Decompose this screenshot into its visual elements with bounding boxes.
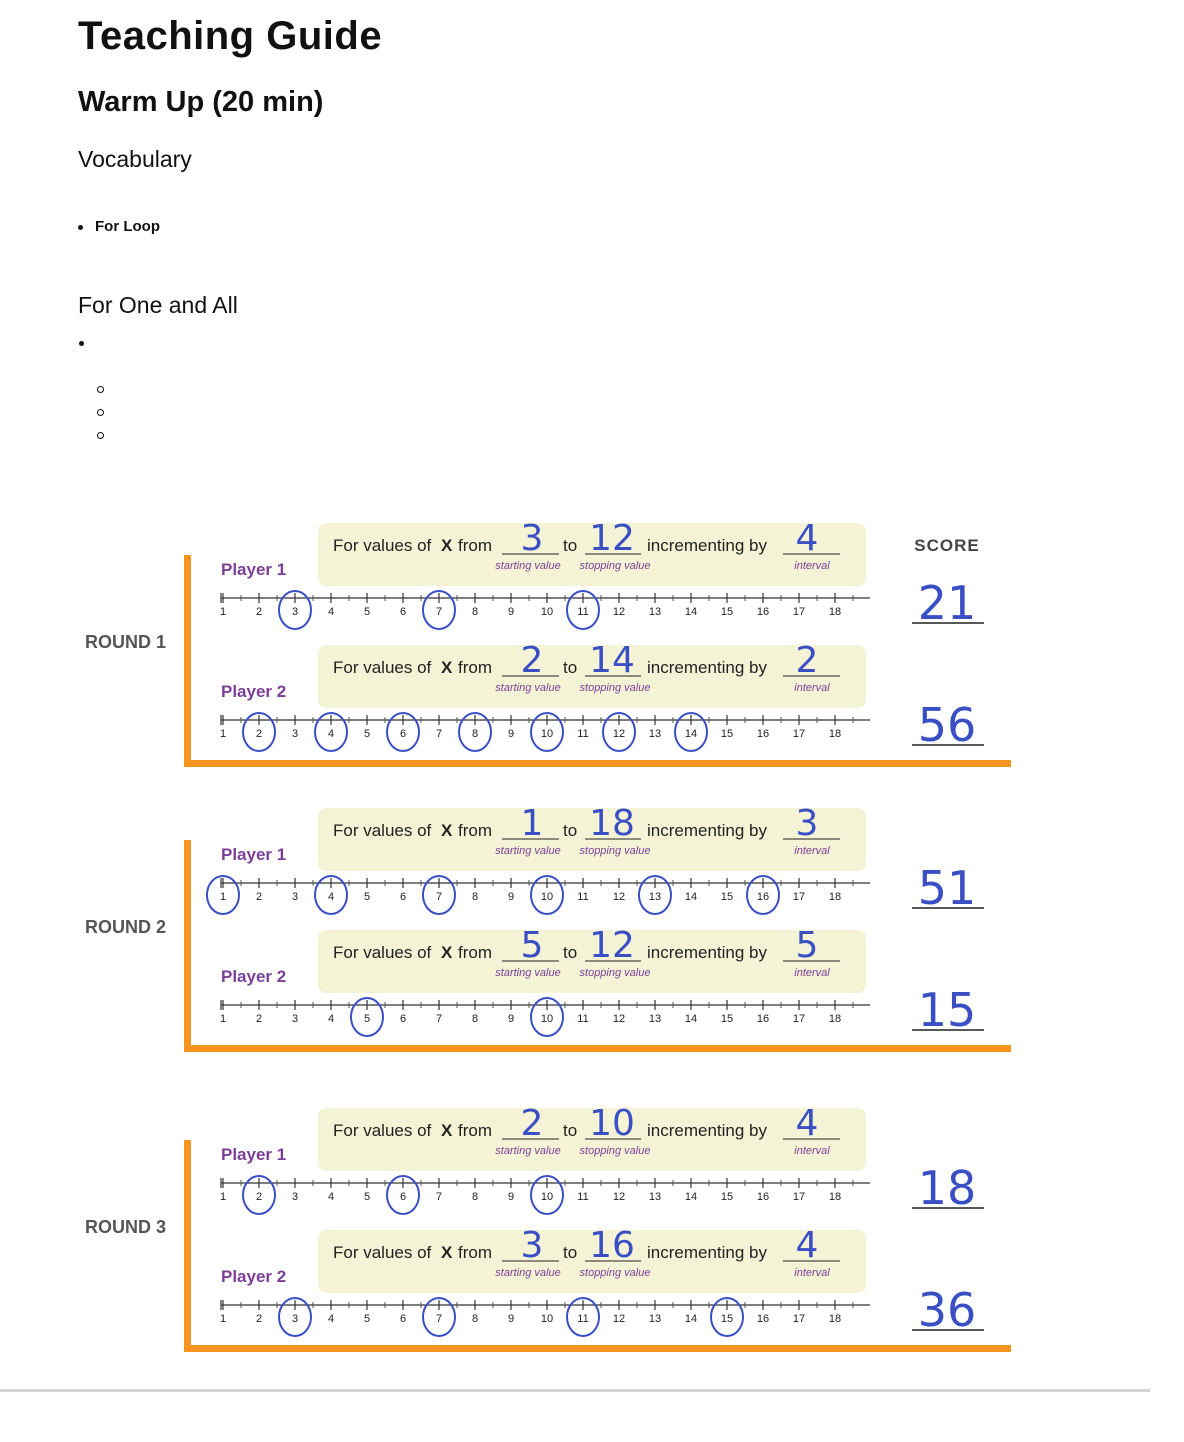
number-line-tick-label: 4: [327, 891, 335, 903]
sentence-from: from: [458, 658, 492, 677]
sentence-incrementing-by: incrementing by: [647, 536, 768, 555]
number-line-tick-label: 13: [648, 606, 662, 618]
number-line-tick-label: 17: [792, 728, 806, 740]
number-line-tick-label: 16: [756, 1013, 770, 1025]
number-line-tick-label: 2: [255, 1013, 263, 1025]
number-line-tick-label: 12: [612, 1013, 626, 1025]
number-line-tick-label: 4: [327, 1013, 335, 1025]
number-line-tick-label: 18: [828, 728, 842, 740]
player-label: Player 2: [221, 967, 287, 986]
number-line-tick-label: 3: [291, 606, 299, 618]
number-line-tick-label: 2: [255, 606, 263, 618]
number-line-tick-label: 7: [435, 606, 443, 618]
number-line-tick-label: 8: [471, 1191, 479, 1203]
number-line-tick-label: 1: [219, 606, 227, 618]
sentence-to: to: [563, 658, 578, 677]
handwritten-interval-value: 4: [795, 1103, 819, 1144]
vocabulary-item: For Loop: [95, 218, 160, 235]
round-bracket-baseline: [184, 1045, 1011, 1052]
number-line-tick-label: 18: [828, 1313, 842, 1325]
sentence-for-values-of: For values of: [333, 943, 432, 962]
number-line-tick-label: 9: [507, 606, 515, 618]
number-line-tick-label: 11: [577, 728, 589, 740]
handwritten-stop-value: 12: [589, 518, 635, 559]
number-line-tick-label: 3: [291, 891, 299, 903]
handwritten-stop-value: 12: [589, 925, 635, 966]
handwritten-start-value: 2: [520, 1103, 544, 1144]
number-line-tick-label: 3: [291, 1013, 299, 1025]
number-line-tick-label: 4: [327, 728, 335, 740]
number-line-tick-label: 2: [255, 1313, 263, 1325]
handwritten-stop-value: 14: [589, 640, 635, 681]
number-line-tick-label: 1: [219, 1013, 227, 1025]
sentence-to: to: [563, 943, 578, 962]
number-line-tick-label: 13: [648, 1313, 662, 1325]
number-line-tick-label: 5: [363, 1313, 371, 1325]
sentence-for-values-of: For values of: [333, 1121, 432, 1140]
number-line-tick-label: 11: [577, 891, 589, 903]
sentence-incrementing-by: incrementing by: [647, 1243, 768, 1262]
number-line-tick-label: 13: [648, 1191, 662, 1203]
number-line-tick-label: 17: [792, 1191, 806, 1203]
number-line-tick-label: 13: [648, 891, 662, 903]
bullet-icon: [79, 341, 84, 346]
number-line-tick-label: 17: [792, 891, 806, 903]
number-line-tick-label: 15: [720, 728, 734, 740]
caption-stopping-value: stopping value: [579, 967, 651, 979]
caption-stopping-value: stopping value: [579, 845, 651, 857]
player-label: Player 2: [221, 682, 287, 701]
number-line-tick-label: 10: [540, 1013, 554, 1025]
caption-starting-value: starting value: [495, 682, 561, 694]
number-line-tick-label: 17: [792, 1313, 806, 1325]
page-divider: [0, 1389, 1150, 1392]
number-line-tick-label: 16: [756, 891, 770, 903]
number-line-tick-label: 17: [792, 1013, 806, 1025]
number-line-tick-label: 16: [756, 1313, 770, 1325]
caption-stopping-value: stopping value: [579, 682, 651, 694]
number-line-tick-label: 6: [399, 1313, 407, 1325]
number-line-tick-label: 4: [327, 606, 335, 618]
number-line-tick-label: 15: [720, 1191, 734, 1203]
number-line-tick-label: 17: [792, 606, 806, 618]
number-line-tick-label: 15: [720, 1013, 734, 1025]
number-line-tick-label: 4: [327, 1313, 335, 1325]
sub-bullet-icon: [97, 432, 104, 439]
sentence-for-values-of: For values of: [333, 536, 432, 555]
for-loop-worksheet: [80, 515, 1030, 1365]
number-line-tick-label: 8: [471, 891, 479, 903]
score-label: SCORE: [914, 536, 980, 555]
number-line-tick-label: 1: [219, 1191, 227, 1203]
player-label: Player 1: [221, 560, 287, 579]
number-line-tick-label: 14: [684, 891, 698, 903]
number-line-tick-label: 9: [507, 891, 515, 903]
number-line-tick-label: 14: [684, 1191, 698, 1203]
number-line-tick-label: 11: [577, 1191, 589, 1203]
caption-interval: interval: [794, 1145, 830, 1157]
number-line-tick-label: 16: [756, 606, 770, 618]
number-line-tick-label: 18: [828, 1013, 842, 1025]
number-line-tick-label: 7: [435, 1013, 443, 1025]
number-line-tick-label: 16: [756, 728, 770, 740]
handwritten-interval-value: 5: [795, 925, 819, 966]
number-line-tick-label: 7: [435, 1191, 443, 1203]
round-bracket-vertical: [184, 1140, 191, 1352]
number-line-tick-label: 8: [471, 1013, 479, 1025]
caption-interval: interval: [794, 967, 830, 979]
caption-interval: interval: [794, 1267, 830, 1279]
number-line-tick-label: 10: [540, 1191, 554, 1203]
bullet-icon: [78, 225, 83, 230]
number-line-tick-label: 5: [363, 728, 371, 740]
sentence-for-values-of: For values of: [333, 658, 432, 677]
sentence-for-values-of: For values of: [333, 821, 432, 840]
number-line-tick-label: 1: [219, 891, 227, 903]
number-line-tick-label: 7: [435, 891, 443, 903]
caption-starting-value: starting value: [495, 1145, 561, 1157]
number-line-tick-label: 12: [612, 1191, 626, 1203]
round-label: ROUND 1: [85, 632, 167, 652]
number-line-tick-label: 14: [684, 606, 698, 618]
number-line-tick-label: 14: [684, 728, 698, 740]
sentence-x: X: [441, 1121, 453, 1140]
player-label: Player 1: [221, 1145, 287, 1164]
number-line-tick-label: 2: [255, 1191, 263, 1203]
number-line-tick-label: 4: [327, 1191, 335, 1203]
handwritten-stop-value: 16: [589, 1225, 635, 1266]
vocabulary-list: [78, 218, 160, 235]
number-line-tick-label: 18: [828, 1191, 842, 1203]
sentence-x: X: [441, 821, 453, 840]
handwritten-start-value: 3: [520, 1225, 544, 1266]
handwritten-score: 36: [917, 1283, 977, 1337]
number-line-tick-label: 5: [363, 606, 371, 618]
number-line-tick-label: 15: [720, 891, 734, 903]
number-line-tick-label: 6: [399, 728, 407, 740]
handwritten-start-value: 1: [520, 803, 544, 844]
handwritten-stop-value: 18: [589, 803, 635, 844]
sentence-incrementing-by: incrementing by: [647, 943, 768, 962]
player-label: Player 2: [221, 1267, 287, 1286]
sentence-to: to: [563, 1243, 578, 1262]
caption-starting-value: starting value: [495, 560, 561, 572]
sentence-incrementing-by: incrementing by: [647, 821, 768, 840]
number-line-tick-label: 16: [756, 1191, 770, 1203]
caption-starting-value: starting value: [495, 1267, 561, 1279]
handwritten-stop-value: 10: [589, 1103, 635, 1144]
number-line-tick-label: 9: [507, 1191, 515, 1203]
activity-heading: For One and All: [78, 292, 238, 318]
handwritten-start-value: 5: [520, 925, 544, 966]
number-line-tick-label: 1: [219, 1313, 227, 1325]
number-line-tick-label: 10: [540, 1313, 554, 1325]
number-line-tick-label: 12: [612, 728, 626, 740]
number-line-tick-label: 5: [363, 1191, 371, 1203]
number-line-tick-label: 7: [435, 728, 443, 740]
handwritten-interval-value: 4: [795, 1225, 819, 1266]
sentence-x: X: [441, 536, 453, 555]
number-line-tick-label: 10: [540, 728, 554, 740]
caption-starting-value: starting value: [495, 845, 561, 857]
handwritten-interval-value: 4: [795, 518, 819, 559]
sentence-from: from: [458, 536, 492, 555]
handwritten-score: 51: [917, 861, 977, 915]
number-line-tick-label: 11: [577, 1013, 589, 1025]
handwritten-score: 56: [917, 698, 977, 752]
number-line-tick-label: 8: [471, 728, 479, 740]
handwritten-start-value: 3: [520, 518, 544, 559]
number-line-tick-label: 8: [471, 606, 479, 618]
number-line-tick-label: 5: [363, 1013, 371, 1025]
sentence-to: to: [563, 821, 578, 840]
number-line-tick-label: 6: [399, 606, 407, 618]
number-line-tick-label: 13: [648, 1013, 662, 1025]
sentence-to: to: [563, 1121, 578, 1140]
number-line-tick-label: 2: [255, 891, 263, 903]
sentence-incrementing-by: incrementing by: [647, 1121, 768, 1140]
number-line-tick-label: 2: [255, 728, 263, 740]
round-label: ROUND 3: [85, 1217, 167, 1237]
sentence-from: from: [458, 943, 492, 962]
number-line-tick-label: 5: [363, 891, 371, 903]
sentence-x: X: [441, 1243, 453, 1262]
number-line-tick-label: 6: [399, 1013, 407, 1025]
handwritten-score: 21: [917, 576, 977, 630]
number-line-tick-label: 10: [540, 606, 554, 618]
vocabulary-heading: Vocabulary: [78, 146, 192, 172]
caption-interval: interval: [794, 845, 830, 857]
sub-bullet-icon: [97, 386, 104, 393]
number-line-tick-label: 8: [471, 1313, 479, 1325]
number-line-tick-label: 14: [684, 1313, 698, 1325]
handwritten-score: 18: [917, 1161, 977, 1215]
round-label: ROUND 2: [85, 917, 167, 937]
number-line-tick-label: 7: [435, 1313, 443, 1325]
number-line-tick-label: 15: [720, 606, 734, 618]
number-line-tick-label: 12: [612, 891, 626, 903]
caption-stopping-value: stopping value: [579, 1267, 651, 1279]
sentence-from: from: [458, 1121, 492, 1140]
number-line-tick-label: 9: [507, 1013, 515, 1025]
caption-starting-value: starting value: [495, 967, 561, 979]
round-bracket-vertical: [184, 840, 191, 1052]
round-bracket-vertical: [184, 555, 191, 767]
number-line-tick-label: 11: [577, 1313, 589, 1325]
number-line-tick-label: 14: [684, 1013, 698, 1025]
handwritten-score: 15: [917, 983, 977, 1037]
page-title: Teaching Guide: [78, 14, 383, 58]
caption-interval: interval: [794, 682, 830, 694]
number-line-tick-label: 9: [507, 1313, 515, 1325]
number-line-tick-label: 13: [648, 728, 662, 740]
number-line-tick-label: 6: [399, 891, 407, 903]
number-line-tick-label: 6: [399, 1191, 407, 1203]
handwritten-start-value: 2: [520, 640, 544, 681]
number-line-tick-label: 10: [540, 891, 554, 903]
caption-stopping-value: stopping value: [579, 560, 651, 572]
round-bracket-baseline: [184, 760, 1011, 767]
number-line-tick-label: 1: [219, 728, 227, 740]
handwritten-interval-value: 3: [795, 803, 819, 844]
number-line-tick-label: 3: [291, 1191, 299, 1203]
section-heading: Warm Up (20 min): [78, 86, 324, 118]
sub-bullet-icon: [97, 409, 104, 416]
number-line-tick-label: 18: [828, 891, 842, 903]
sentence-incrementing-by: incrementing by: [647, 658, 768, 677]
number-line-tick-label: 11: [577, 606, 589, 618]
number-line-tick-label: 9: [507, 728, 515, 740]
caption-interval: interval: [794, 560, 830, 572]
number-line-tick-label: 12: [612, 606, 626, 618]
sentence-to: to: [563, 536, 578, 555]
sentence-from: from: [458, 1243, 492, 1262]
number-line-tick-label: 18: [828, 606, 842, 618]
caption-stopping-value: stopping value: [579, 1145, 651, 1157]
round-bracket-baseline: [184, 1345, 1011, 1352]
number-line-tick-label: 12: [612, 1313, 626, 1325]
number-line-tick-label: 15: [720, 1313, 734, 1325]
sentence-x: X: [441, 658, 453, 677]
handwritten-interval-value: 2: [795, 640, 819, 681]
sentence-x: X: [441, 943, 453, 962]
number-line-tick-label: 3: [291, 1313, 299, 1325]
number-line-tick-label: 3: [291, 728, 299, 740]
sentence-for-values-of: For values of: [333, 1243, 432, 1262]
player-label: Player 1: [221, 845, 287, 864]
sentence-from: from: [458, 821, 492, 840]
